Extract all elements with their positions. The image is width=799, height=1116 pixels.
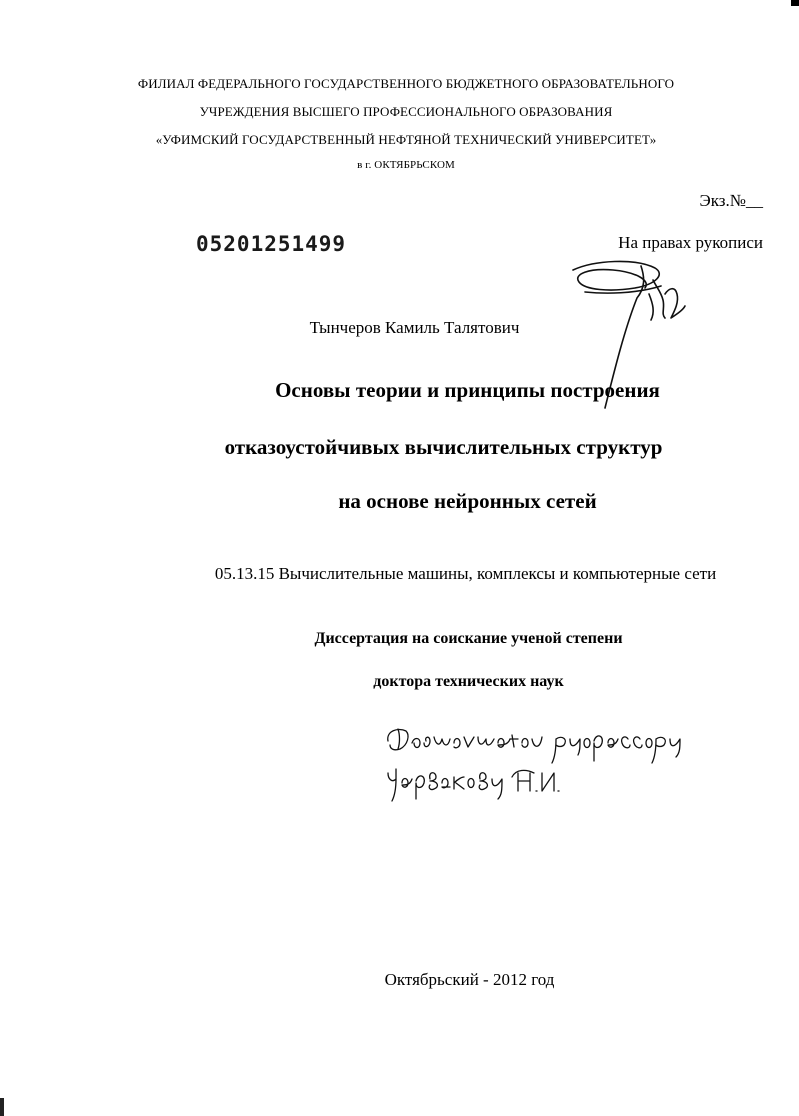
institution-city: в г. ОКТЯБРЬСКОМ [357,159,455,171]
handwritten-dedication-icon [384,725,684,805]
institution-line-3: «УФИМСКИЙ ГОСУДАРСТВЕННЫЙ НЕФТЯНОЙ ТЕХНИЧЕСКИЙ УНИВЕРСИТЕТ» [155,132,657,147]
degree-line-2: доктора технических наук [373,673,564,690]
author-name: Тынчеров Камиль Талятович [309,318,520,337]
dissertation-title-line-3: на основе нейронных сетей [338,489,597,513]
rights-notice: На правах рукописи [618,233,763,252]
specialty-code: 05.13.15 Вычислительные машины, комплексы и компьютерные сети [214,564,717,583]
scan-corner-mark [791,0,799,6]
scan-edge-mark [0,1098,4,1116]
institution-line-2: УЧРЕЖДЕНИЯ ВЫСШЕГО ПРОФЕССИОНАЛЬНОГО ОБРАЗОВАНИЯ [199,104,613,119]
dissertation-title-line-1: Основы теории и принципы построения [275,378,660,402]
dissertation-title-line-2: отказоустойчивых вычислительных структур [224,435,663,459]
degree-line-1: Диссертация на соискание ученой степени [314,630,623,647]
city-year: Октябрьский - 2012 год [384,970,555,989]
institution-line-1: ФИЛИАЛ ФЕДЕРАЛЬНОГО ГОСУДАРСТВЕННОГО БЮДЖЕТНОГО ОБРАЗОВАТЕЛЬНОГО [137,76,675,91]
copy-number: Экз.№__ [699,191,763,210]
inventory-stamp-number: 05201251499 [196,232,347,256]
